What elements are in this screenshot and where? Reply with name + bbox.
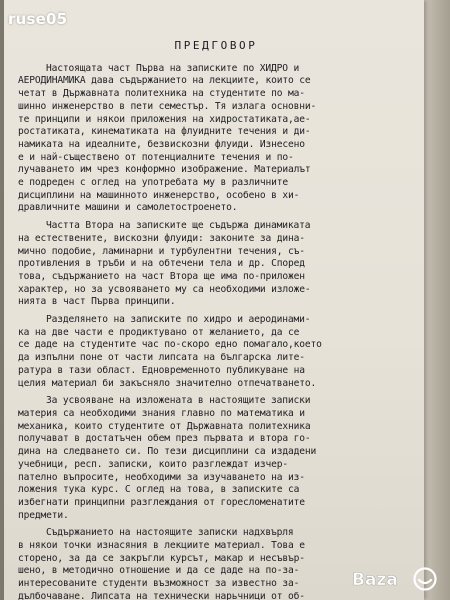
text-line: За усвояване на изложената в настоящите записки	[46, 395, 311, 407]
svg-text:Baza: Baza	[352, 570, 398, 590]
next-page-edge	[424, 0, 450, 600]
text-line: Разделянето на записките по хидро и аеродинами-	[46, 314, 311, 326]
text-line: на естествените, вискозни флуиди: законите за дина-	[18, 232, 305, 244]
paragraph	[18, 395, 414, 522]
text-line: получават в достатъчен обем през първата и втора го-	[18, 433, 311, 445]
text-line: интересованите студенти възможност за известно за-	[18, 578, 300, 590]
preface-body	[18, 63, 414, 600]
text-line: те принципи и някои приложения на хидростатиката,аe-	[18, 113, 311, 125]
text-line: е подреден с оглед на употребата му в различните	[18, 177, 289, 189]
text-line: в някои точки изнасяния в лекциите материал. Това е	[18, 540, 305, 552]
text-line: ростатиката, кинематиката на флуидните течения и ди-	[18, 126, 311, 138]
text-line: ка на две части е продиктувано от желанието, да се	[18, 326, 300, 338]
text-line: дина на следването си. По тези дисциплини са издадени	[18, 446, 317, 458]
seller-watermark: ruse05	[8, 10, 68, 28]
paragraph	[18, 63, 414, 215]
text-line: дълбочаване. Липсата на технически нарьчници от об-	[18, 590, 305, 600]
text-line: шинно инженерство в пети семестър. Тя излага основни-	[18, 100, 317, 112]
text-line: учебници, респ. записки, които разглеждат изчер-	[18, 458, 289, 470]
text-line: е и най-съществено от потенциалните течения и по-	[18, 151, 294, 163]
text-line: пателно въпросите, необходими за изучаването на из-	[18, 471, 305, 483]
text-line: се даде на студентите час по-скоро едно помагало,което	[18, 339, 322, 351]
text-line: намиката на идеалните, безвискозни флуиди. Изнесено	[18, 138, 305, 150]
page-title: ПРЕДГОВОР	[174, 39, 258, 52]
text-line: дравличните машини и самолетостроенето.	[18, 202, 238, 214]
text-line: четат в Държавната политехника на студентите по ма-	[18, 88, 305, 100]
paragraph	[18, 314, 414, 390]
paragraph	[18, 220, 414, 309]
text-line: нията в част Първа принципи.	[18, 296, 176, 308]
text-line: лучаването им чрез конформно изображение. Материалът	[18, 164, 311, 176]
text-line: характер, но за усвояването му са необходими изложе-	[18, 283, 311, 295]
bazar-logo-icon	[350, 564, 442, 594]
book-page	[4, 0, 424, 600]
text-line: АЕРОДИНАМИКА дава съдържанието на лекциите, които се	[18, 75, 311, 87]
text-line: предмети.	[18, 509, 69, 521]
text-line: целия материал би закъсняло значително отпечатването.	[18, 377, 317, 389]
text-line: сторено, за да се закръгли курсът, макар и несъвър-	[18, 552, 305, 564]
text-line: ратура в тази област. Едновременното публикуване на	[18, 364, 305, 376]
page-content	[18, 40, 414, 600]
text-line: противления в тръби и на обтечени тела и др. Според	[18, 258, 305, 270]
text-line: мично подобие, ламинарни и турбулентни течения, съ-	[18, 245, 305, 257]
text-line: шено, в методично отношение и да се даде на по-за-	[18, 565, 300, 577]
text-line: ложения тука курс. С оглед на това, в записките са	[18, 484, 300, 496]
text-line: материя са необходими знания главно по математика и	[18, 407, 305, 419]
text-line: Съдържанието на настоящите записки надхвърля	[46, 527, 294, 539]
text-line: това, съдържанието на част Втора ще има по-приложен	[18, 270, 305, 282]
text-line: избегнати принципни разглеждания от горесломенатите	[18, 496, 305, 508]
text-line: Частта Втора на записките ще съдържа динамиката	[46, 220, 311, 232]
text-line: да изпълни поне от части липсата на българска лите-	[18, 352, 305, 364]
text-line: Настоящата част Първа на записките по ХИДРО и	[46, 62, 300, 74]
text-line: механика, които студентите от Държавната политехника	[18, 420, 311, 432]
text-line: дисциплини на машинното инженерство, особено в хи-	[18, 189, 300, 201]
